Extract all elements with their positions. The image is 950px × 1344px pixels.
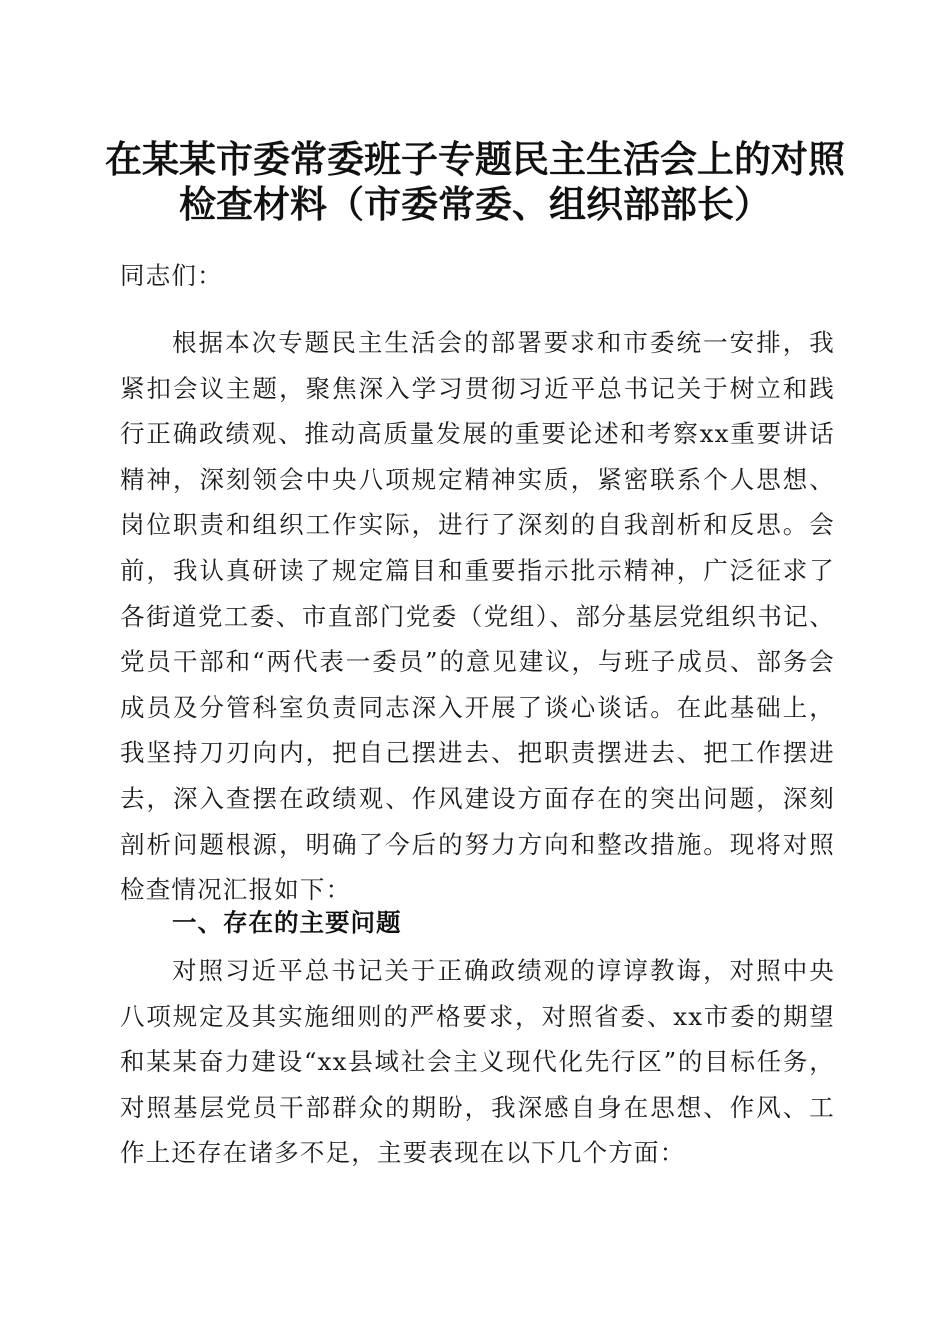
section-heading-main-problems: 一、存在的主要问题 [172, 908, 402, 937]
paragraph-problems-intro: 对照习近平总书记关于正确政绩观的谆谆教诲，对照中央八项规定及其实施细则的严格要求，对照省委、xx市委的期望和某某奋力建设“xx县域社会主义现代化先行区”的目标任务，对照基层党员干部群众的期盼，我深感自身在思想、作风、工作上还存在诸多不足，主要表现在以下几个方面： [120, 956, 835, 1168]
document-title-line-1: 在某某市委常委班子专题民主生活会上的对照 [105, 137, 845, 181]
document-title-line-2: 检查材料（市委常委、组织部部长） [179, 182, 771, 226]
salutation: 同志们： [120, 261, 223, 290]
paragraph-intro: 根据本次专题民主生活会的部署要求和市委统一安排，我紧扣会议主题，聚焦深入学习贯彻习近平总书记关于树立和践行正确政绩观、推动高质量发展的重要论述和考察xx重要讲话精神，深刻领会中央八项规定精神实质，紧密联系个人思想、岗位职责和组织工作实际，进行了深刻的自我剖析和反思。会前，我认真研读了规定篇目和重要指示批示精神，广泛征求了各街道党工委、市直部门党委（党组）、部分基层党组织书记、党员干部和“两代表一委员”的意见建议，与班子成员、部务会成员及分管科室负责同志深入开展了谈心谈话。在此基础上，我坚持刀刃向内，把自己摆进去、把职责摆进去、把工作摆进去，深入查摆在政绩观、作风建设方面存在的突出问题，深刻剖析问题根源，明确了今后的努力方向和整改措施。现将对照检查情况汇报如下： [120, 328, 835, 905]
